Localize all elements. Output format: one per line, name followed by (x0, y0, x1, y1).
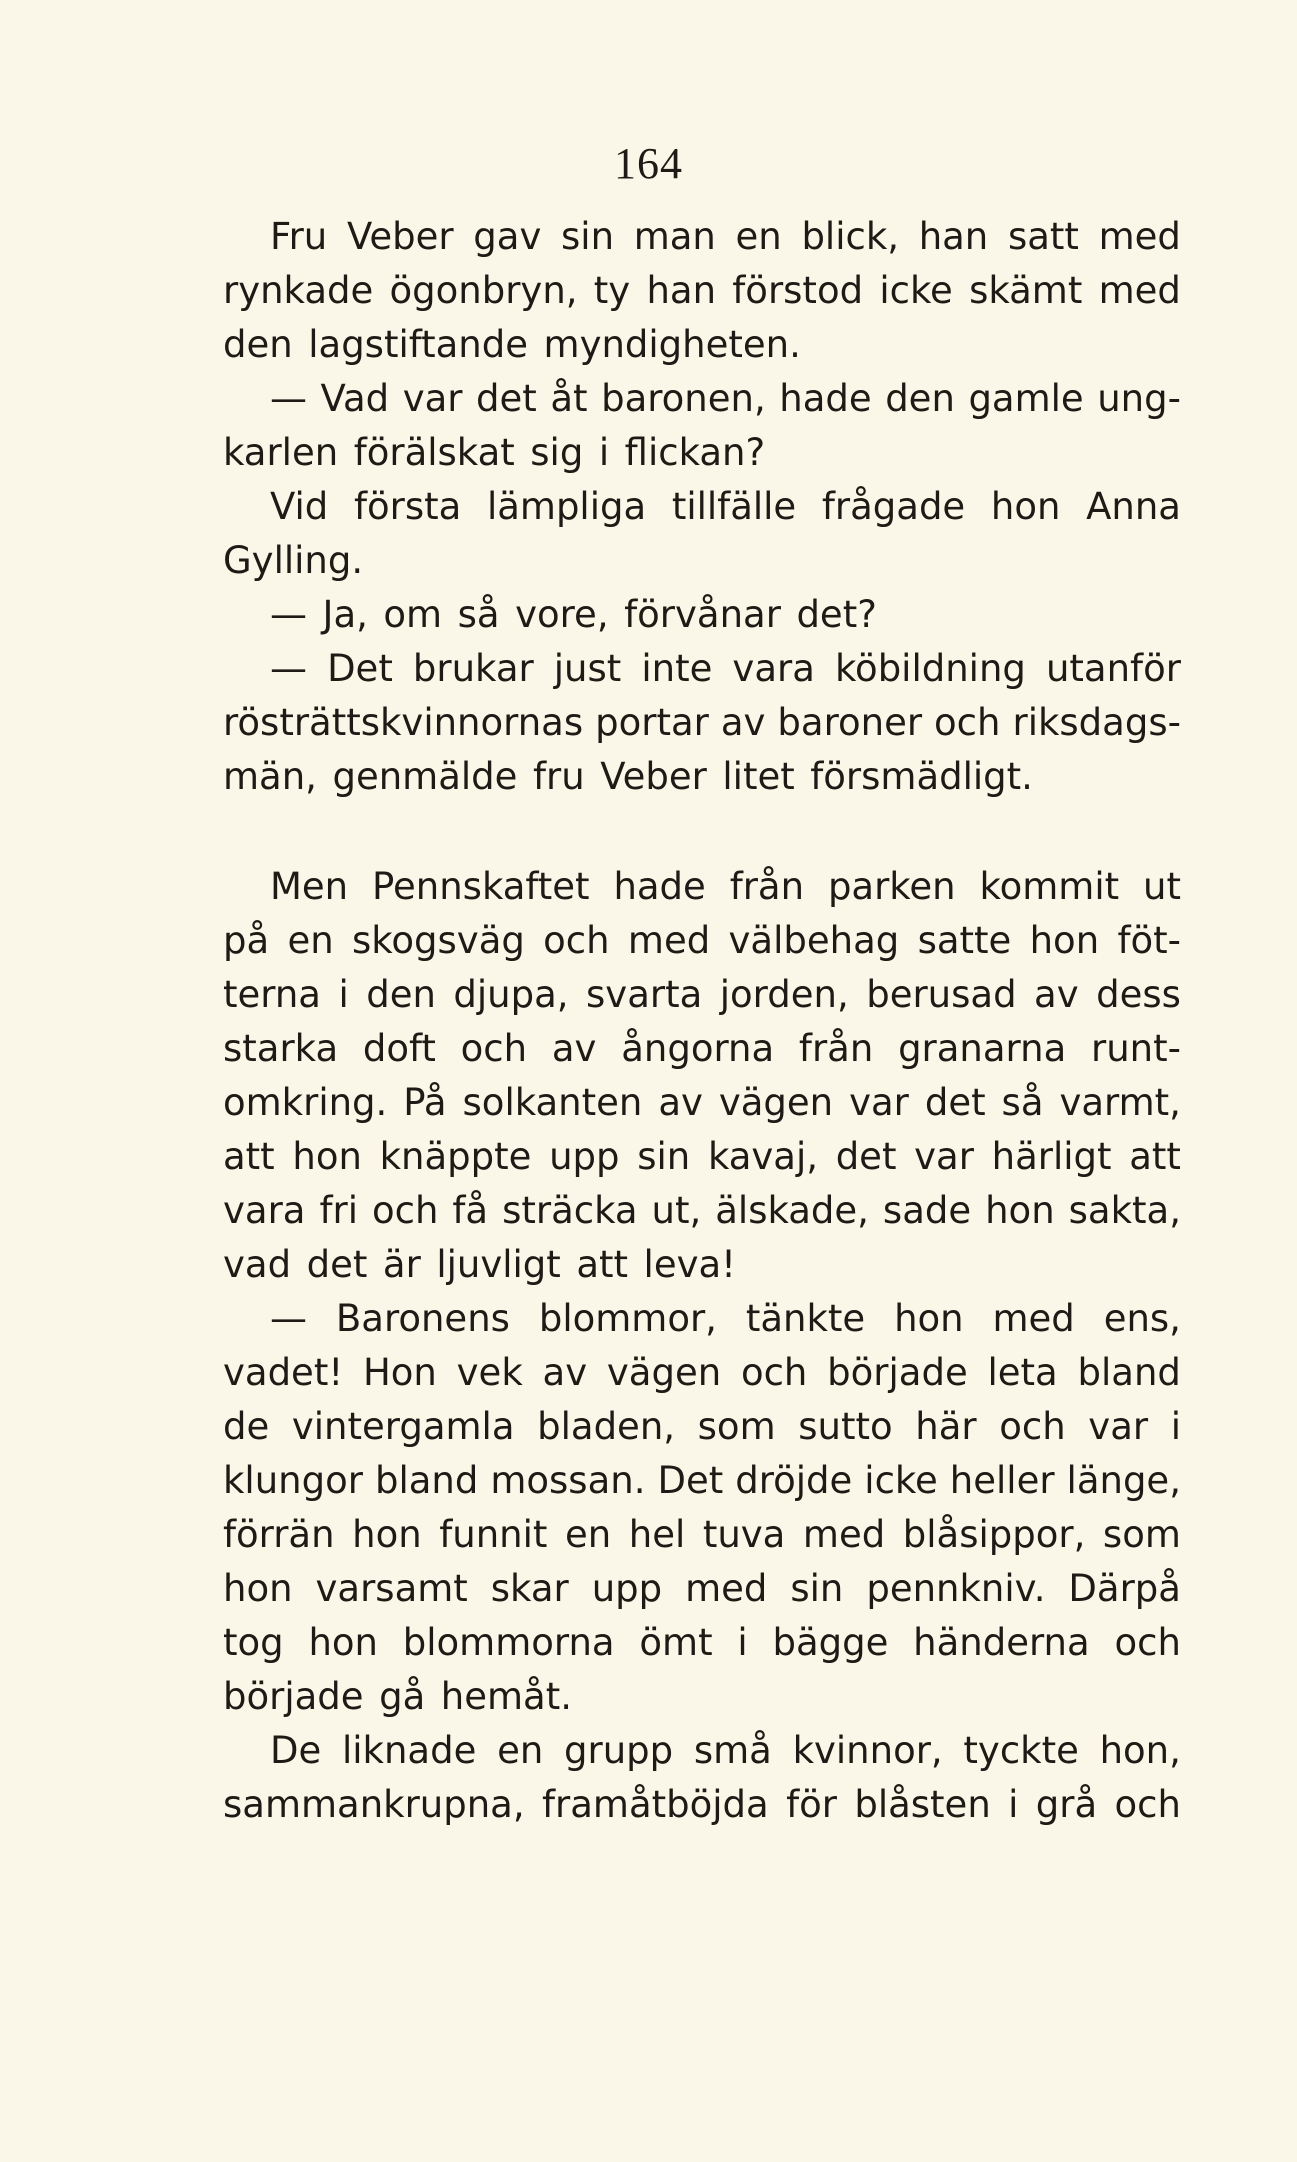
word: om (383, 593, 443, 636)
word: leva! (643, 1243, 736, 1286)
word: härligt (991, 1135, 1112, 1178)
word: framåtböjda (542, 1783, 769, 1826)
word: rösträttskvinnornas (223, 701, 584, 744)
word: sin (561, 215, 615, 258)
word: att (223, 1135, 275, 1178)
word: av (658, 1081, 703, 1124)
word: rynkade (223, 269, 374, 312)
word: klungor (223, 1459, 363, 1502)
word: lagstiftande (308, 323, 528, 366)
text-line (223, 1400, 1181, 1454)
word: tillfälle (671, 485, 797, 528)
word: en (287, 919, 334, 962)
text-line (223, 1184, 1181, 1238)
word: ens, (1103, 1297, 1181, 1340)
word: hel (628, 1513, 686, 1556)
text-line (223, 588, 1181, 642)
text-line (223, 264, 1181, 318)
word: upp (591, 1567, 663, 1610)
word: vek (456, 1351, 523, 1394)
word: ty (593, 269, 631, 312)
word: Gylling. (223, 539, 364, 582)
word: lämpliga (486, 485, 647, 528)
word: genmälde (332, 755, 518, 798)
word: grupp (564, 1729, 674, 1772)
word: Baronens (335, 1297, 510, 1340)
word: Vid (270, 485, 329, 528)
word: solkanten (462, 1081, 643, 1124)
word: terna (223, 973, 321, 1016)
word: som (1102, 1513, 1181, 1556)
word: sträcka (502, 1189, 638, 1232)
word: förrän (223, 1513, 335, 1556)
word: blick, (801, 215, 900, 258)
word: bland (374, 1459, 479, 1502)
word: välbehag (728, 919, 900, 962)
word: varsamt (315, 1567, 468, 1610)
word: — (270, 1297, 307, 1340)
word: ögonbryn, (389, 269, 578, 312)
word: satt (1007, 215, 1079, 258)
word: vintergamla (291, 1405, 515, 1448)
word: som (697, 1405, 776, 1448)
word: leta (987, 1351, 1058, 1394)
word: få (452, 1189, 489, 1232)
word: icke (864, 1459, 938, 1502)
word: flickan? (624, 431, 766, 474)
word: på (223, 919, 270, 962)
word: pennkniv. (866, 1567, 1046, 1610)
word: med (1098, 215, 1181, 258)
word: svarta (586, 973, 703, 1016)
word: han (918, 215, 989, 258)
word: blåsippor, (902, 1513, 1086, 1556)
word: föt- (1117, 919, 1181, 962)
word: — (270, 647, 307, 690)
word: hon (308, 1621, 378, 1664)
word: skämt (969, 269, 1083, 312)
word: och (934, 701, 1001, 744)
word: Veber (600, 755, 707, 798)
word: köbildning (834, 647, 1026, 690)
text-line (223, 1454, 1181, 1508)
word: kavaj, (707, 1135, 818, 1178)
word: — (270, 377, 307, 420)
word: hade (779, 377, 872, 420)
word: små (693, 1729, 772, 1772)
word: knäppte (379, 1135, 532, 1178)
word: brukar (412, 647, 534, 690)
text-line (223, 1616, 1181, 1670)
word: och (740, 1351, 808, 1394)
word: mossan. (490, 1459, 646, 1502)
word: med (627, 919, 711, 962)
word: varmt, (1059, 1081, 1181, 1124)
word: sakta, (1068, 1189, 1181, 1232)
word: vägen (718, 1081, 834, 1124)
word: starka (223, 1027, 339, 1070)
word: Veber (346, 215, 454, 258)
word: Pennskaftet (372, 865, 590, 908)
word: av (542, 1351, 588, 1394)
text-line (223, 642, 1181, 696)
word: en (497, 1729, 544, 1772)
word: Fru (270, 215, 328, 258)
word: kvinnor, (792, 1729, 943, 1772)
word: parken (827, 865, 956, 908)
word: kommit (979, 865, 1120, 908)
word: att (576, 1243, 629, 1286)
word: Anna (1086, 485, 1181, 528)
text-line (223, 860, 1181, 914)
word: runt- (1091, 1027, 1181, 1070)
word: från (798, 1027, 874, 1070)
word: blommorna (402, 1621, 615, 1664)
word: från (729, 865, 805, 908)
word: baroner (777, 701, 923, 744)
word: just (553, 647, 622, 690)
word: de (223, 1405, 270, 1448)
word: jorden, (719, 973, 849, 1016)
word: bägge (772, 1621, 889, 1664)
word: heller (949, 1459, 1055, 1502)
word: icke (879, 269, 953, 312)
word: — (270, 593, 307, 636)
word: i (1170, 1405, 1181, 1448)
word: en (564, 1513, 612, 1556)
word: och (1114, 1783, 1181, 1826)
word: sammankrupna, (223, 1783, 525, 1826)
word: i (737, 1621, 748, 1664)
word: Ja, (322, 593, 368, 636)
text-line (223, 480, 1181, 534)
text-line (223, 1346, 1181, 1400)
word: sutto (798, 1405, 893, 1448)
page-number: 164 (614, 139, 683, 188)
text-line (223, 210, 1181, 264)
word: och (460, 1027, 528, 1070)
word: en (735, 215, 782, 258)
text-block-2 (223, 860, 1181, 1832)
word: började (827, 1351, 968, 1394)
word: vore, (515, 593, 609, 636)
word: doft (362, 1027, 436, 1070)
word: var (402, 377, 463, 420)
word: sin (790, 1567, 844, 1610)
word: så (457, 593, 500, 636)
word: hon (1029, 919, 1100, 962)
word: hade (613, 865, 706, 908)
text-line (223, 1724, 1181, 1778)
word: den (885, 377, 955, 420)
word: gå (379, 1675, 426, 1718)
word: utanför (1045, 647, 1181, 690)
word: man (633, 215, 716, 258)
word: ömt (639, 1621, 713, 1664)
word: dröjde (735, 1459, 853, 1502)
word: händerna (913, 1621, 1090, 1664)
text-line (223, 1076, 1181, 1130)
word: hemåt. (440, 1675, 572, 1718)
word: så (1001, 1081, 1044, 1124)
text-line (223, 1022, 1181, 1076)
word: är (382, 1243, 421, 1286)
text-line (223, 1238, 1181, 1292)
word: av (720, 701, 766, 744)
word: gamle (968, 377, 1084, 420)
word: den (366, 973, 436, 1016)
word: granarna (898, 1027, 1067, 1070)
word: förstod (732, 269, 864, 312)
word: ut, (651, 1189, 702, 1232)
word: första (353, 485, 462, 528)
word: tyckte (963, 1729, 1079, 1772)
word: försmädligt. (810, 755, 1033, 798)
word: sig (530, 431, 584, 474)
word: tog (223, 1621, 284, 1664)
word: ut (1143, 865, 1181, 908)
word: sade (882, 1189, 972, 1232)
text-line (223, 1130, 1181, 1184)
word: satte (917, 919, 1012, 962)
word: karlen (223, 431, 339, 474)
word: i (1008, 1783, 1019, 1826)
word: av (551, 1027, 597, 1070)
word: länge, (1066, 1459, 1181, 1502)
word: för (786, 1783, 837, 1826)
word: ung- (1097, 377, 1181, 420)
word: djupa, (453, 973, 569, 1016)
text-line (223, 750, 1181, 804)
word: blåsten (854, 1783, 991, 1826)
word: med (685, 1567, 768, 1610)
word: hon (352, 1513, 422, 1556)
word: hon (223, 1567, 293, 1610)
word: män, (223, 755, 317, 798)
text-line (223, 426, 1181, 480)
word: omkring. (223, 1081, 388, 1124)
word: Det (327, 647, 393, 690)
word: och (543, 919, 610, 962)
word: liknade (341, 1729, 477, 1772)
word: förvånar (624, 593, 781, 636)
word: vara (732, 647, 815, 690)
word: och (371, 1189, 439, 1232)
word: berusad (866, 973, 1017, 1016)
word: Därpå (1068, 1567, 1181, 1610)
word: inte (641, 647, 713, 690)
word: funnit (439, 1513, 548, 1556)
word: myndigheten. (543, 323, 801, 366)
word: De (270, 1729, 322, 1772)
text-line (223, 1292, 1181, 1346)
word: att (1129, 1135, 1181, 1178)
word: tänkte (745, 1297, 866, 1340)
text-line (223, 1508, 1181, 1562)
word: hon (985, 1189, 1055, 1232)
word: var (849, 1081, 909, 1124)
word: sin (637, 1135, 691, 1178)
word: blommor, (538, 1297, 717, 1340)
word: upp (549, 1135, 620, 1178)
word: Men (270, 865, 349, 908)
word: bladen, (537, 1405, 676, 1448)
text-line (223, 696, 1181, 750)
word: grå (1035, 1783, 1098, 1826)
word: vad (223, 1243, 292, 1286)
text-line (223, 372, 1181, 426)
word: det (924, 1081, 986, 1124)
word: i (338, 973, 349, 1016)
text-line (223, 1562, 1181, 1616)
text-line (223, 1778, 1181, 1832)
word: portar (595, 701, 709, 744)
word: förälskat (353, 431, 515, 474)
word: med (802, 1513, 886, 1556)
word: hon (990, 485, 1061, 528)
word: Hon (362, 1351, 437, 1394)
text-line (223, 1670, 1181, 1724)
text-line (223, 534, 1181, 588)
word: var (1088, 1405, 1149, 1448)
word: dess (1096, 973, 1181, 1016)
word: hon, (1099, 1729, 1181, 1772)
word: skogsväg (352, 919, 525, 962)
word: gav (473, 215, 542, 258)
word: vägen (606, 1351, 722, 1394)
word: och (1114, 1621, 1181, 1664)
word: frågade (821, 485, 966, 528)
word: i (598, 431, 610, 474)
word: fru (532, 755, 585, 798)
word: vara (223, 1189, 306, 1232)
word: här (915, 1405, 977, 1448)
word: och (999, 1405, 1066, 1448)
word: hon (292, 1135, 362, 1178)
word: det? (796, 593, 877, 636)
word: baronen, (601, 377, 766, 420)
word: det (835, 1135, 897, 1178)
word: det (306, 1243, 368, 1286)
word: älskade, (715, 1189, 869, 1232)
word: tuva (702, 1513, 786, 1556)
word: bland (1077, 1351, 1181, 1394)
word: åt (550, 377, 588, 420)
word: ljuvligt (436, 1243, 561, 1286)
word: började (223, 1675, 364, 1718)
word: den (223, 323, 293, 366)
word: Vad (320, 377, 390, 420)
word: av (1034, 973, 1079, 1016)
word: På (403, 1081, 447, 1124)
word: skar (490, 1567, 569, 1610)
word: han (646, 269, 717, 312)
text-block-1 (223, 210, 1181, 804)
word: Det (657, 1459, 724, 1502)
text-line (223, 968, 1181, 1022)
word: riksdags- (1012, 701, 1181, 744)
word: litet (722, 755, 795, 798)
word: hon (894, 1297, 964, 1340)
word: ångorna (621, 1027, 775, 1070)
word: med (1098, 269, 1181, 312)
text-line (223, 914, 1181, 968)
word: var (914, 1135, 974, 1178)
word: med (992, 1297, 1075, 1340)
word: fri (319, 1189, 358, 1232)
text-line (223, 318, 1181, 372)
word: vadet! (223, 1351, 344, 1394)
word: det (476, 377, 537, 420)
